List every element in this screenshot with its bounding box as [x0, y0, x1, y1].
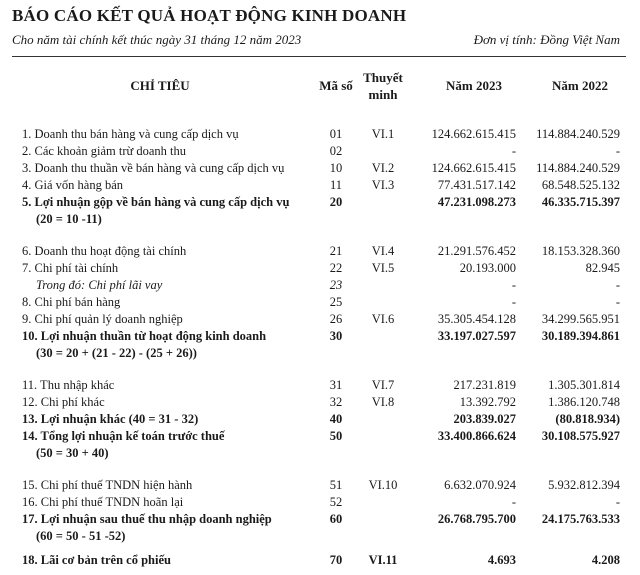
table-row	[0, 294, 640, 311]
value-2022: -	[615, 295, 620, 309]
value-2023: -	[511, 495, 516, 509]
table-row	[0, 552, 640, 569]
value-2023: 33.197.027.597	[437, 329, 516, 343]
row-label: (60 = 50 - 51 -52)	[36, 529, 126, 543]
table-row	[0, 428, 640, 445]
value-2022: 30.189.394.861	[541, 329, 620, 343]
row-code: 02	[329, 144, 343, 158]
row-label: 1. Doanh thu bán hàng và cung cấp dịch vụ	[22, 127, 239, 141]
value-2022: -	[615, 144, 620, 158]
value-2023: 203.839.027	[453, 412, 516, 426]
row-label: 7. Chi phí tài chính	[22, 261, 119, 275]
column-header-thuyet-minh-line2: minh	[368, 87, 398, 102]
column-header-thuyet-minh-line1: Thuyết	[363, 70, 403, 85]
value-2022: 34.299.565.951	[541, 312, 620, 326]
table-row	[0, 126, 640, 143]
currency-unit: Đơn vị tính: Đồng Việt Nam	[473, 32, 620, 47]
value-2023: 217.231.819	[453, 378, 516, 392]
value-2023: -	[511, 278, 516, 292]
value-2022: 18.153.328.360	[541, 244, 620, 258]
row-code: 21	[329, 244, 343, 258]
row-label: 5. Lợi nhuận gộp về bán hàng và cung cấp dịch vụ	[22, 195, 290, 209]
row-label: 12. Chi phí khác	[22, 395, 105, 409]
row-code: 26	[329, 312, 343, 326]
row-label: 18. Lãi cơ bản trên cổ phiếu	[22, 553, 171, 567]
row-note: VI.1	[371, 127, 395, 141]
column-header-thuyet-minh	[358, 64, 408, 108]
table-row	[0, 243, 640, 260]
value-2022: 1.386.120.748	[548, 395, 620, 409]
value-2023: 21.291.576.452	[437, 244, 516, 258]
row-code: 32	[329, 395, 343, 409]
table-row	[0, 328, 640, 345]
row-code: 31	[329, 378, 343, 392]
value-2022: 114.884.240.529	[536, 127, 620, 141]
table-row	[0, 160, 640, 177]
table-row	[0, 345, 640, 362]
row-label: 3. Doanh thu thuần về bán hàng và cung cấp dịch vụ	[22, 161, 285, 175]
row-code: 20	[329, 195, 343, 209]
value-2023: 6.632.070.924	[444, 478, 516, 492]
row-note: VI.11	[368, 553, 398, 567]
row-code: 40	[329, 412, 343, 426]
row-code: 22	[329, 261, 343, 275]
report-title: BÁO CÁO KẾT QUẢ HOẠT ĐỘNG KINH DOANH	[12, 6, 407, 25]
row-label: 16. Chi phí thuế TNDN hoãn lại	[22, 495, 184, 509]
column-header-2022: Năm 2022	[552, 78, 608, 93]
table-row	[0, 260, 640, 277]
value-2022: 114.884.240.529	[536, 161, 620, 175]
value-2023: -	[511, 295, 516, 309]
row-label: (50 = 30 + 40)	[36, 446, 109, 460]
value-2023: 20.193.000	[459, 261, 516, 275]
value-2023: 124.662.615.415	[431, 161, 516, 175]
row-label: 10. Lợi nhuận thuần từ hoạt động kinh doanh	[22, 329, 267, 343]
value-2022: -	[615, 495, 620, 509]
row-note: VI.4	[371, 244, 395, 258]
value-2022: 30.108.575.927	[541, 429, 620, 443]
value-2023: 33.400.866.624	[437, 429, 516, 443]
value-2023: -	[511, 144, 516, 158]
row-label: 11. Thu nhập khác	[22, 378, 115, 392]
report-period: Cho năm tài chính kết thúc ngày 31 tháng 12 năm 2023	[12, 32, 302, 47]
row-label: (20 = 10 -11)	[36, 212, 102, 226]
row-label: Trong đó: Chi phí lãi vay	[36, 278, 163, 292]
column-header-chi-tieu: CHỈ TIÊU	[130, 78, 190, 93]
value-2022: 1.305.301.814	[548, 378, 620, 392]
value-2022: 4.208	[591, 553, 620, 567]
row-code: 23	[329, 278, 343, 292]
row-note: VI.10	[368, 478, 398, 492]
row-note: VI.8	[371, 395, 395, 409]
value-2022: 24.175.763.533	[541, 512, 620, 526]
row-label: 6. Doanh thu hoạt động tài chính	[22, 244, 187, 258]
table-row	[0, 177, 640, 194]
row-label: 8. Chi phí bán hàng	[22, 295, 121, 309]
value-2022: 5.932.812.394	[548, 478, 620, 492]
row-code: 25	[329, 295, 343, 309]
row-note: VI.3	[371, 178, 395, 192]
row-code: 50	[329, 429, 343, 443]
row-label: 15. Chi phí thuế TNDN hiện hành	[22, 478, 193, 492]
row-label: 2. Các khoản giảm trừ doanh thu	[22, 144, 187, 158]
table-row	[0, 445, 640, 462]
value-2023: 35.305.454.128	[437, 312, 516, 326]
table-row	[0, 194, 640, 211]
row-code: 70	[329, 553, 343, 567]
table-row	[0, 143, 640, 160]
table-row	[0, 494, 640, 511]
table-row	[0, 311, 640, 328]
table-row	[0, 511, 640, 528]
row-note: VI.5	[371, 261, 395, 275]
row-label: 13. Lợi nhuận khác (40 = 31 - 32)	[22, 412, 199, 426]
row-label: 17. Lợi nhuận sau thuế thu nhập doanh nghiệp	[22, 512, 272, 526]
row-code: 11	[329, 178, 343, 192]
column-header-2023: Năm 2023	[446, 78, 502, 93]
row-note: VI.6	[371, 312, 395, 326]
row-code: 30	[329, 329, 343, 343]
row-label: 14. Tổng lợi nhuận kế toán trước thuế	[22, 429, 225, 443]
value-2023: 124.662.615.415	[431, 127, 516, 141]
row-note: VI.2	[371, 161, 395, 175]
table-row	[0, 477, 640, 494]
row-label: (30 = 20 + (21 - 22) - (25 + 26))	[36, 346, 197, 360]
value-2022: 46.335.715.397	[541, 195, 620, 209]
value-2023: 4.693	[487, 553, 516, 567]
column-header-ma-so: Mã số	[319, 78, 353, 93]
header-divider	[12, 56, 626, 57]
value-2023: 77.431.517.142	[437, 178, 516, 192]
table-row	[0, 394, 640, 411]
table-row	[0, 528, 640, 545]
row-code: 01	[329, 127, 343, 141]
row-code: 60	[329, 512, 343, 526]
value-2023: 47.231.098.273	[437, 195, 516, 209]
value-2022: 82.945	[585, 261, 620, 275]
value-2022: -	[615, 278, 620, 292]
table-row	[0, 211, 640, 228]
table-row	[0, 377, 640, 394]
table-row	[0, 277, 640, 294]
row-code: 51	[329, 478, 343, 492]
value-2022: (80.818.934)	[555, 412, 620, 426]
value-2023: 26.768.795.700	[437, 512, 516, 526]
row-label: 9. Chi phí quản lý doanh nghiệp	[22, 312, 183, 326]
row-note: VI.7	[371, 378, 395, 392]
row-code: 10	[329, 161, 343, 175]
value-2023: 13.392.792	[459, 395, 516, 409]
row-label: 4. Giá vốn hàng bán	[22, 178, 124, 192]
value-2022: 68.548.525.132	[541, 178, 620, 192]
table-row	[0, 411, 640, 428]
row-code: 52	[329, 495, 343, 509]
